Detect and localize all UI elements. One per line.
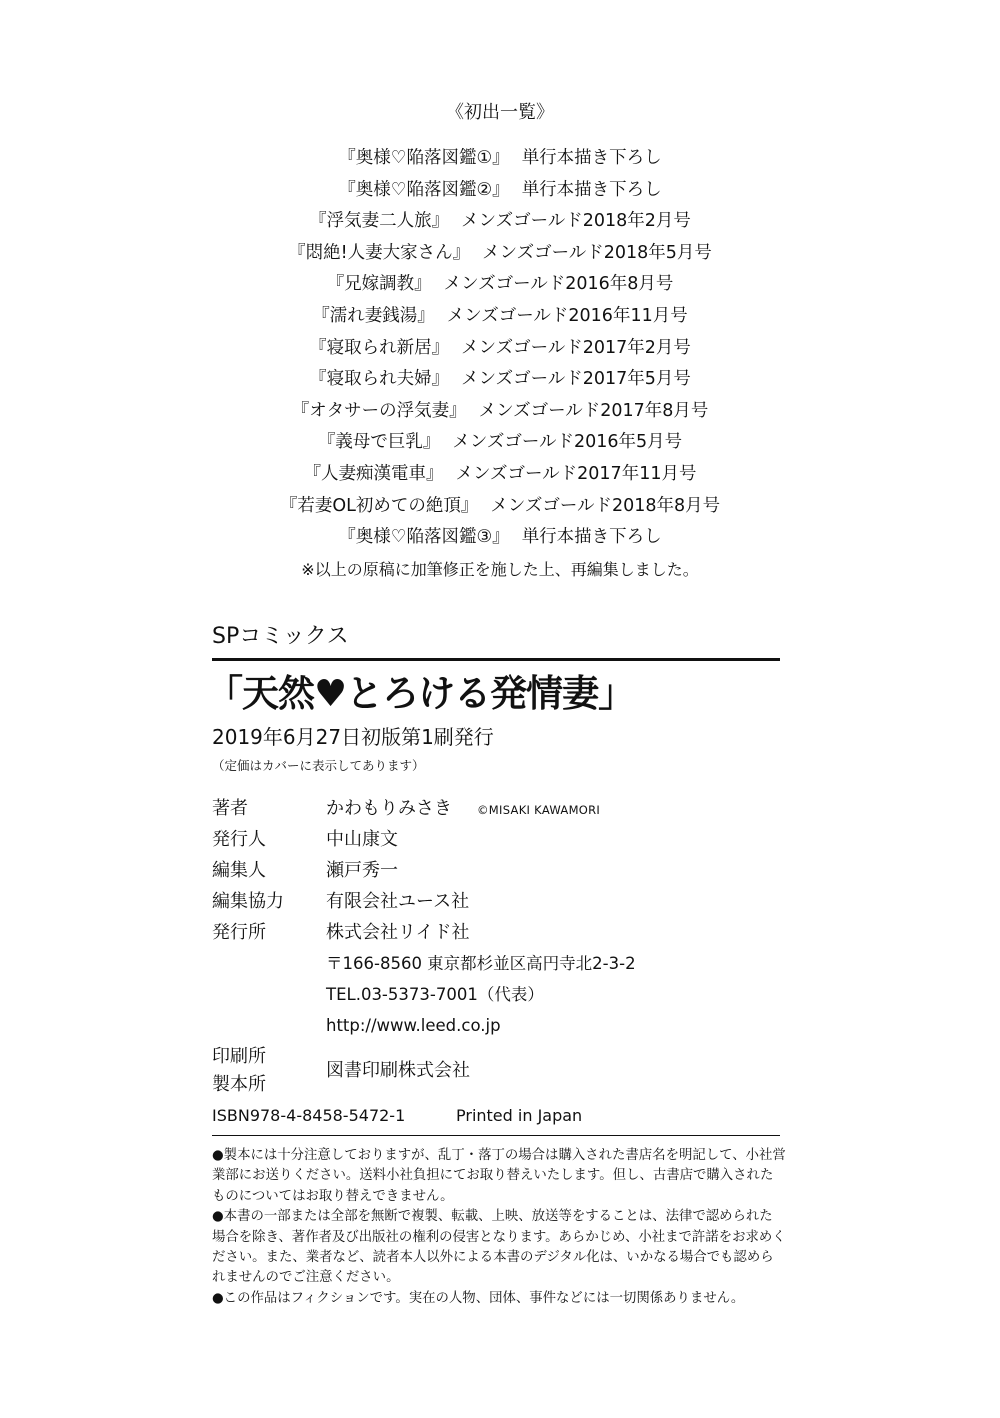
story-source: メンズゴールド2016年11月号 [446, 305, 688, 326]
story-source: メンズゴールド2018年8月号 [490, 495, 721, 516]
story-title: 『浮気妻二人旅』 [309, 211, 450, 232]
notice-text: ●この作品はフィクションです。実在の人物、団体、事件などには一切関係ありません。 [212, 1290, 745, 1306]
author-name: かわもりみさき [326, 798, 452, 819]
printed-in: Printed in Japan [456, 1106, 583, 1125]
colophon [206, 620, 786, 1309]
story-source: メンズゴールド2017年2月号 [461, 337, 691, 358]
thick-divider [212, 658, 780, 661]
list-item [0, 143, 1000, 175]
cooperation-name: 有限会社ユース社 [326, 891, 470, 912]
story-source: メンズゴールド2018年5月号 [482, 242, 712, 263]
list-item [0, 333, 1000, 365]
credit-publisher-person [212, 824, 780, 855]
story-source: 単行本描き下ろし [521, 179, 662, 200]
publisher-url [212, 1010, 780, 1041]
copyright-notice: ©MISAKI KAWAMORI [477, 803, 601, 817]
story-title: 『寝取られ新居』 [309, 337, 450, 358]
first-appearance-heading: 《初出一覧》 [446, 102, 554, 123]
story-title: 『奥様♡陥落図鑑①』 [338, 148, 510, 168]
list-item [0, 364, 1000, 396]
credits [212, 793, 780, 1131]
credit-role: 製本所 [212, 1074, 266, 1095]
list-item [0, 427, 1000, 459]
credit-role: 編集協力 [212, 891, 284, 912]
story-title: 『オタサーの浮気妻』 [291, 400, 467, 421]
credit-publisher [212, 917, 780, 948]
credit-printer [212, 1043, 780, 1101]
story-title: 『奥様♡陥落図鑑②』 [338, 179, 510, 200]
story-title: 『濡れ妻銭湯』 [312, 305, 435, 326]
credit-role: 発行人 [212, 829, 266, 850]
story-source: メンズゴールド2017年11月号 [455, 463, 697, 484]
list-item [0, 491, 1000, 523]
publisher-tel [212, 979, 780, 1010]
address-text: 〒166-8560 東京都杉並区高円寺北2-3-2 [326, 954, 636, 973]
credit-editor [212, 855, 780, 886]
isbn: ISBN978-4-8458-5472-1 [212, 1106, 406, 1125]
story-source: メンズゴールド2017年8月号 [478, 400, 709, 421]
publisher-address [212, 948, 780, 979]
story-title: 『悶絶!人妻大家さん』 [288, 242, 471, 263]
notices [212, 1146, 786, 1309]
story-title: 『人妻痴漢電車』 [303, 463, 444, 484]
story-title: 『奥様♡陥落図鑑③』 [338, 527, 510, 548]
credit-role: 著者 [212, 798, 248, 819]
story-title: 『義母で巨乳』 [317, 432, 441, 453]
credit-role: 編集人 [212, 860, 266, 881]
credit-cooperation [212, 886, 780, 917]
story-source: メンズゴールド2016年5月号 [452, 432, 683, 453]
tel-text: TEL.03-5373-7001（代表） [326, 985, 544, 1004]
credit-author [212, 793, 780, 824]
story-source: 単行本描き下ろし [521, 148, 662, 168]
publication-date: 2019年6月27日初版第1刷発行 [212, 725, 494, 749]
list-item [0, 269, 1000, 301]
printer-name: 図書印刷株式会社 [326, 1060, 470, 1081]
isbn-row [212, 1101, 780, 1131]
imprint-label: SPコミックス [212, 624, 349, 649]
list-item [0, 459, 1000, 491]
url-link[interactable]: http://www.leed.co.jp [326, 1016, 501, 1035]
story-source: メンズゴールド2016年8月号 [443, 274, 674, 295]
publisher-name: 株式会社リイド社 [326, 922, 470, 943]
list-item [0, 396, 1000, 428]
notice-text: ●本書の一部または全部を無断で複製、転載、上映、放送等をすることは、法律で認められた場合を除き、著作者及び出版社の権利の侵害となります。あらかじめ、小社まで許諾をお求めください。また、業者など、読者本人以外による本書のデジタル化は、いかなる場合でも認められませんのでご注意ください。 [212, 1209, 786, 1286]
editor-name: 瀬戸秀一 [326, 860, 398, 881]
book-title: 「天然♥とろける発情妻」 [206, 672, 635, 715]
list-item [0, 301, 1000, 333]
list-item [0, 238, 1000, 270]
first-appearance-list [0, 97, 1000, 585]
story-source: メンズゴールド2018年2月号 [461, 211, 691, 232]
list-item [0, 522, 1000, 554]
publisher-person-name: 中山康文 [326, 829, 398, 850]
price-note: （定価はカバーに表示してあります） [212, 758, 425, 773]
thin-divider [212, 1135, 780, 1136]
story-title: 『若妻OL初めての絶頂』 [279, 495, 479, 516]
notice-text: ●製本には十分注意しておりますが、乱丁・落丁の場合は購入された書店名を明記して、小社営業部にお送りください。送料小社負担にてお取り替えいたします。但し、古書店で購入されたものについてはお取り替えできません。 [212, 1148, 786, 1204]
credit-role: 発行所 [212, 922, 266, 943]
story-source: メンズゴールド2017年5月号 [461, 369, 691, 390]
revision-note: ※以上の原稿に加筆修正を施した上、再編集しました。 [301, 559, 699, 579]
list-item [0, 206, 1000, 238]
credit-role: 印刷所 [212, 1046, 266, 1067]
story-title: 『兄嫁調教』 [326, 274, 432, 295]
story-source: 単行本描き下ろし [521, 527, 662, 548]
story-title: 『寝取られ夫婦』 [309, 369, 450, 390]
list-item [0, 175, 1000, 207]
